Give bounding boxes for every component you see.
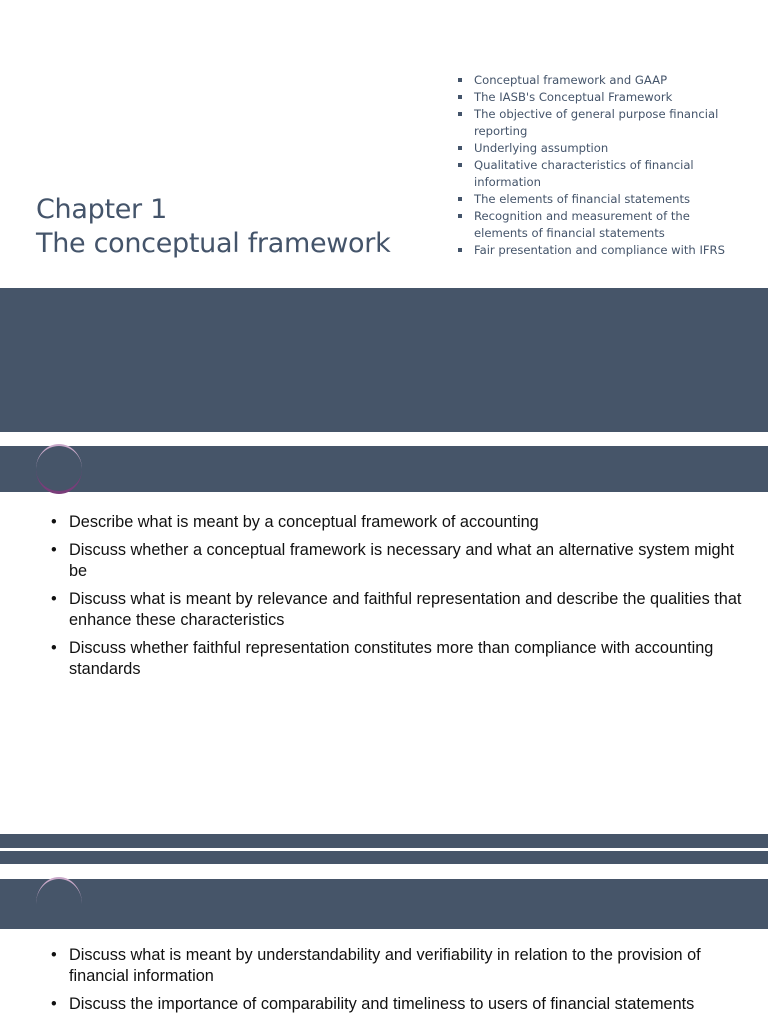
topic-list (456, 72, 746, 259)
dark-band (0, 288, 768, 432)
topic-item: Conceptual framework and GAAP (456, 72, 746, 89)
topic-item: Fair presentation and compliance with IFRS (456, 242, 746, 259)
accent-circle-decoration (36, 444, 82, 494)
topic-item: The IASB's Conceptual Framework (456, 89, 746, 106)
divider-bar (0, 851, 768, 864)
objective-item: • Discuss whether faithful representation constitutes more than compliance with accounting standards (48, 638, 748, 680)
objective-item: • Discuss whether a conceptual framework is necessary and what an alternative system might be (48, 540, 748, 582)
topic-item: Recognition and measurement of the elements of financial statements (456, 208, 746, 242)
topic-item: The elements of financial statements (456, 191, 746, 208)
chapter-title (36, 193, 390, 261)
topic-item: The objective of general purpose financial reporting (456, 106, 746, 140)
slide-header-bar (0, 446, 768, 492)
title-slide (0, 0, 768, 288)
objectives-list (48, 512, 748, 687)
objective-item: • Discuss what is meant by understandability and verifiability in relation to the provision of financial information (48, 945, 748, 987)
accent-circle-decoration (36, 877, 82, 931)
topic-item: Underlying assumption (456, 140, 746, 157)
objectives-list (48, 945, 748, 1022)
chapter-number: Chapter 1 (36, 194, 168, 225)
objective-item: • Discuss what is meant by relevance and faithful representation and describe the qualities that enhance these characteristics (48, 589, 748, 631)
topic-item: Qualitative characteristics of financial information (456, 157, 746, 191)
objective-item: • Describe what is meant by a conceptual framework of accounting (48, 512, 748, 533)
slide-header-bar (0, 879, 768, 929)
divider-bar (0, 834, 768, 848)
chapter-name: The conceptual framework (36, 228, 391, 259)
objective-item: • Discuss the importance of comparability and timeliness to users of financial statements (48, 994, 748, 1015)
